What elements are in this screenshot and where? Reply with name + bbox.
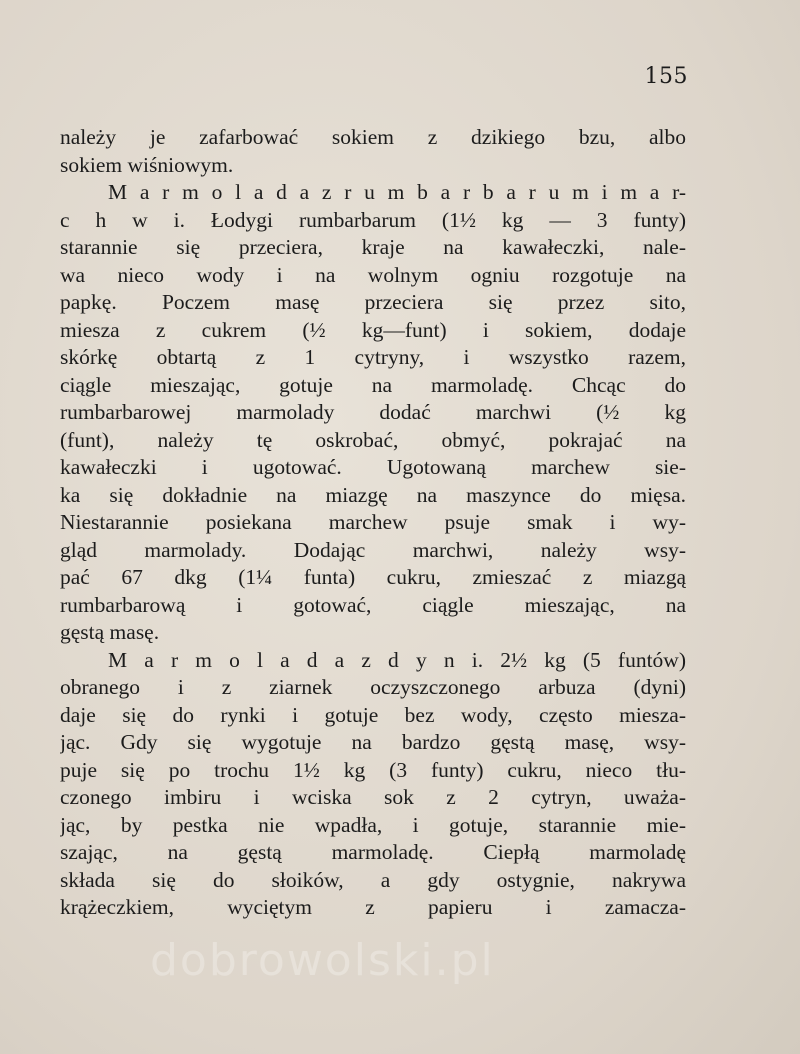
text-line: rumbarbarowej marmolady dodać marchwi (½ kg bbox=[60, 400, 686, 424]
text-line: gęstą masę. bbox=[60, 620, 160, 644]
text-line: ka się dokładnie na miazgę na maszynce do mięsa. bbox=[60, 482, 686, 507]
watermark: dobrowolski.pl bbox=[150, 935, 495, 986]
text-line: pać 67 dkg (1¼ funta) cukru, zmieszać z miazgą bbox=[60, 565, 686, 589]
text-line: Niestarannie posiekana marchew psuje smak i wy- bbox=[60, 510, 686, 534]
text-line: sokiem wiśniowym. bbox=[60, 152, 234, 177]
page-number: 155 bbox=[644, 64, 688, 89]
text-line: szając, na gęstą marmoladę. Ciepłą marmoladę bbox=[60, 840, 686, 864]
text-line: obranego i z ziarnek oczyszczonego arbuza (dyni) bbox=[60, 675, 686, 699]
text-line: puje się po trochu 1½ kg (3 funty) cukru, nieco tłu- bbox=[60, 757, 686, 782]
text-line: ciągle mieszając, gotuje na marmoladę. Chcąc do bbox=[60, 372, 686, 397]
text-line: krążeczkiem, wyciętym z papieru i zamacza- bbox=[60, 895, 686, 919]
text-line: wa nieco wody i na wolnym ogniu rozgotuje na bbox=[60, 262, 686, 287]
text-line: jąc. Gdy się wygotuje na bardzo gęstą masę, wsy- bbox=[60, 730, 686, 754]
text-line: jąc, by pestka nie wpadła, i gotuje, starannie mie- bbox=[60, 812, 686, 837]
text-line: (funt), należy tę oskrobać, obmyć, pokrajać na bbox=[60, 427, 686, 452]
text-line: daje się do rynki i gotuje bez wody, często miesza- bbox=[60, 702, 686, 727]
text-line: starannie się przeciera, kraje na kawałeczki, nale- bbox=[60, 235, 686, 259]
text-line: czonego imbiru i wciska sok z 2 cytryn, uważa- bbox=[60, 785, 686, 809]
text-line: rumbarbarową i gotować, ciągle mieszając, na bbox=[60, 592, 686, 617]
text-line: skórkę obtartą z 1 cytryny, i wszystko razem, bbox=[60, 345, 686, 369]
text-line: kawałeczki i ugotować. Ugotowaną marchew sie- bbox=[60, 455, 686, 479]
text-line: M a r m o l a d a z d y n i. 2½ kg (5 funtów) bbox=[108, 647, 686, 672]
text-line: miesza z cukrem (½ kg—funt) i sokiem, dodaje bbox=[60, 317, 686, 342]
body-text bbox=[60, 124, 686, 922]
text-line: należy je zafarbować sokiem z dzikiego bzu, albo bbox=[60, 125, 686, 149]
text-line: składa się do słoików, a gdy ostygnie, nakrywa bbox=[60, 867, 686, 892]
text-line: papkę. Poczem masę przeciera się przez sito, bbox=[60, 290, 686, 314]
text-line: M a r m o l a d a z r u m b a r b a r u m i m a r- bbox=[108, 180, 686, 204]
text-line: c h w i. Łodygi rumbarbarum (1½ kg — 3 funty) bbox=[60, 207, 686, 232]
text-line: gląd marmolady. Dodając marchwi, należy wsy- bbox=[60, 537, 686, 562]
